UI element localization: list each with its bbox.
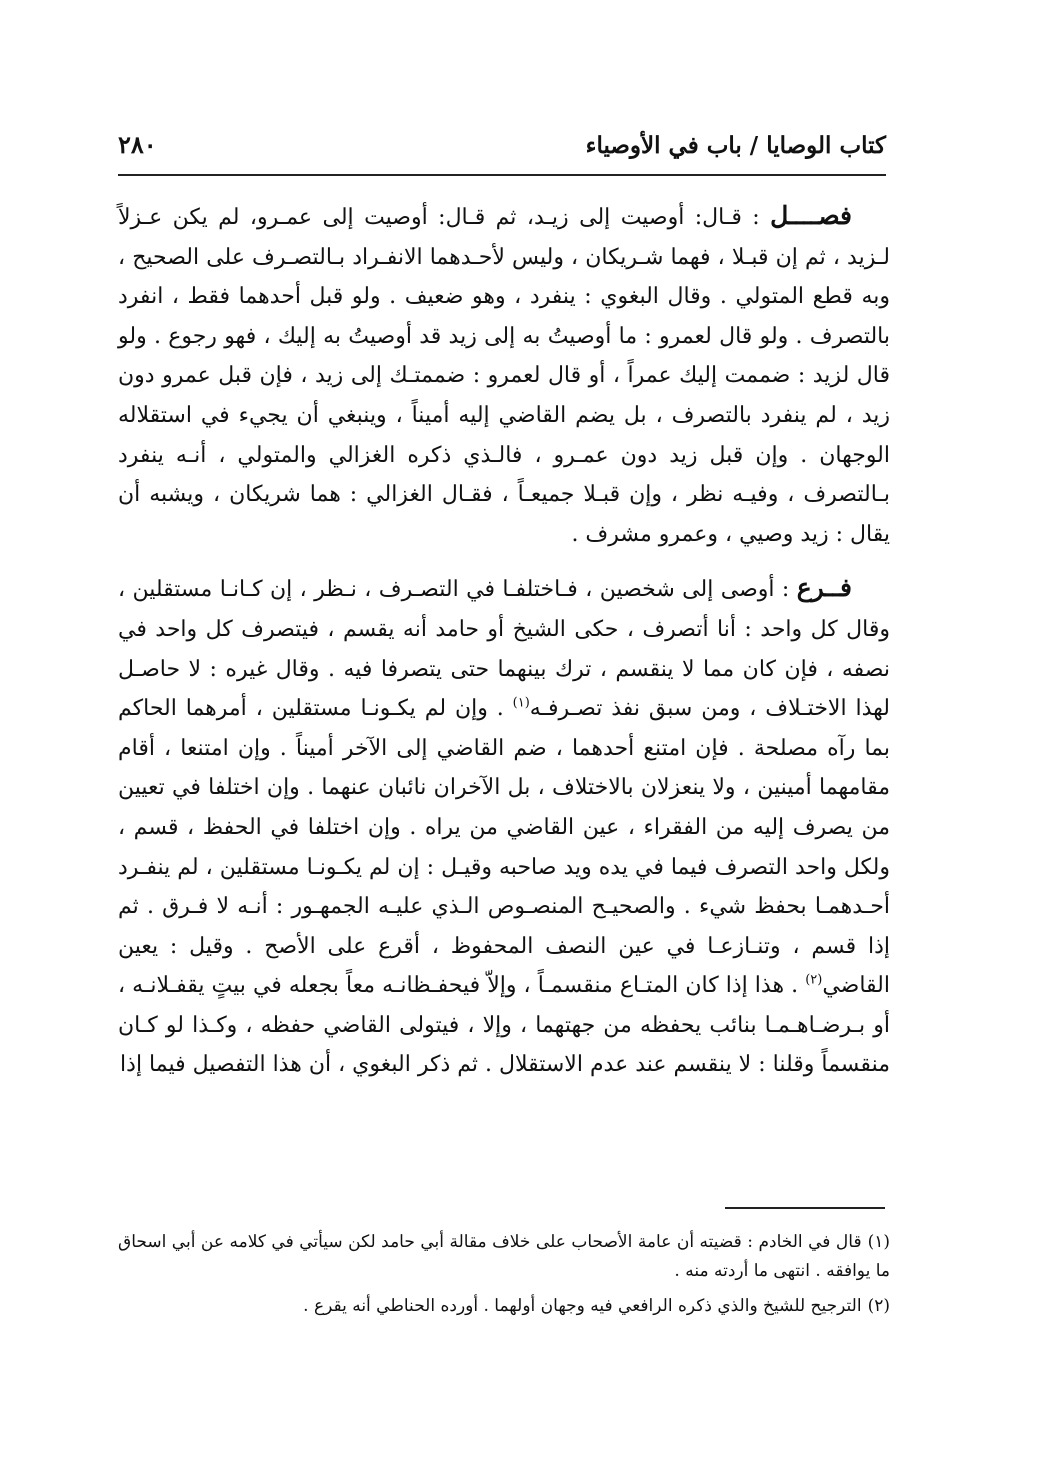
paragraph-far-text-3: . هذا إذا كان المتـاع منقسمـاً ، وإلاّ فيحفـظانـه معاً بجعله في بيتٍ يقفـلانـه ، أو بـرضـاهـمـا بنائب يحفظه من جهتهما ، وإلا ، فيتولى القاضي حفظه ، وكـذا لو كـان منقسماً وقلنا : لا ينقسم عند عدم الاستقلال . ثم ذكر البغوي ، أن هذا التفصيل فيما إذا	[118, 973, 890, 1078]
footnote-number: (٢)	[867, 1296, 890, 1316]
footnote-ref-1: (١)	[512, 695, 530, 711]
paragraph-far-text-1: : أوصى إلى شخصين ، فـاختلفـا في التصـرف ، نـظر ، إن كـانـا مستقلين ، وقال كل واحد : أنا أتصرف ، حكى الشيخ أو حامد أنه يقسم ، فيتصرف كل واحد في نصفه ، فإن كان مما لا ينقسم ، ترك بينهما حتى يتصرفا فيه . وقال غيره : لا حاصـل لهذا الاختـلاف ، ومن سبق نفذ تصـرفـه	[118, 577, 890, 722]
section-heading-fasl: فصــــل	[770, 201, 852, 230]
section-heading-far: فــرع	[796, 573, 852, 603]
footnote-2	[118, 1292, 890, 1321]
footnote-number: (١)	[867, 1232, 890, 1252]
footnote-text: قال في الخادم : قضيته أن عامة الأصحاب على خلاف مقالة أبي حامد لكن سيأتي في كلامه عن أبي اسحاق ما يوافقه . انتهى ما أردته منه .	[118, 1232, 890, 1281]
footnote-1	[118, 1228, 890, 1286]
main-text	[118, 196, 890, 1085]
footnotes	[118, 1228, 890, 1327]
footnote-divider	[725, 1207, 885, 1209]
running-title: كتاب الوصايا / باب في الأوصياء	[585, 132, 886, 159]
footnote-ref-2: (٢)	[805, 972, 823, 988]
page-header	[118, 128, 886, 176]
page-number: ٢٨٠	[118, 130, 157, 159]
paragraph-far	[118, 568, 890, 1085]
paragraph-fasl-text: : قـال: أوصيت إلى زيـد، ثم قـال: أوصيت إلى عمـرو، لم يكن عـزلاً لـزيد ، ثم إن قبـلا ، فهما شـريكان ، وليس لأحـدهما الانفـراد بـالتصـرف على الصحيح ، وبه قطع المتولي . وقال البغوي : ينفرد ، وهو ضعيف . ولو قبل أحدهما فقط ، انفرد بالتصرف . ولو قال لعمرو : ما أوصيتُ به إلى زيد قد أوصيتُ به إليك ، فهو رجوع . ولو قال لزيد : ضممت إليك عمراً ، أو قال لعمرو : ضممتـك إلى زيد ، فإن قبل عمرو دون زيد ، لم ينفرد بالتصرف ، بل يضم القاضي إليه أميناً ، وينبغي أن يجيء في استقلاله الوجهان . وإن قبل زيد دون عمـرو ، فالـذي ذكره الغزالي والمتولي ، أنـه ينفرد بـالتصرف ، وفيـه نظر ، وإن قبـلا جميعـاً ، فقـال الغزالي : هما شريكان ، ويشبه أن يقال : زيد وصيي ، وعمرو مشرف .	[118, 205, 890, 547]
footnote-text: الترجيح للشيخ والذي ذكره الرافعي فيه وجهان أولهما . أورده الحناطي أنه يقرع .	[303, 1296, 862, 1316]
paragraph-far-text-2: . وإن لم يكـونـا مستقلين ، أمرهما الحاكم بما رآه مصلحة . فإن امتنع أحدهما ، ضم القاضي إلى الآخر أميناً . وإن امتنعا ، أقام مقامهما أمينين ، ولا ينعزلان بالاختلاف ، بل الآخران نائبان عنهما . وإن اختلفا في تعيين من يصرف إليه من الفقراء ، عين القاضي من يراه . وإن اختلفا في الحفظ ، قسم ، ولكل واحد التصرف فيما في يده ويد صاحبه وقيـل : إن لم يكـونـا مستقلين ، لم ينفـرد أحـدهمـا بحفظ شيء . والصحيـح المنصـوص الـذي عليـه الجمهـور : أنـه لا فـرق . ثم إذا قسم ، وتنـازعـا في عين النصف المحفوظ ، أقرع على الأصح . وقيل : يعين القاضي	[118, 696, 890, 999]
paragraph-fasl	[118, 196, 890, 554]
